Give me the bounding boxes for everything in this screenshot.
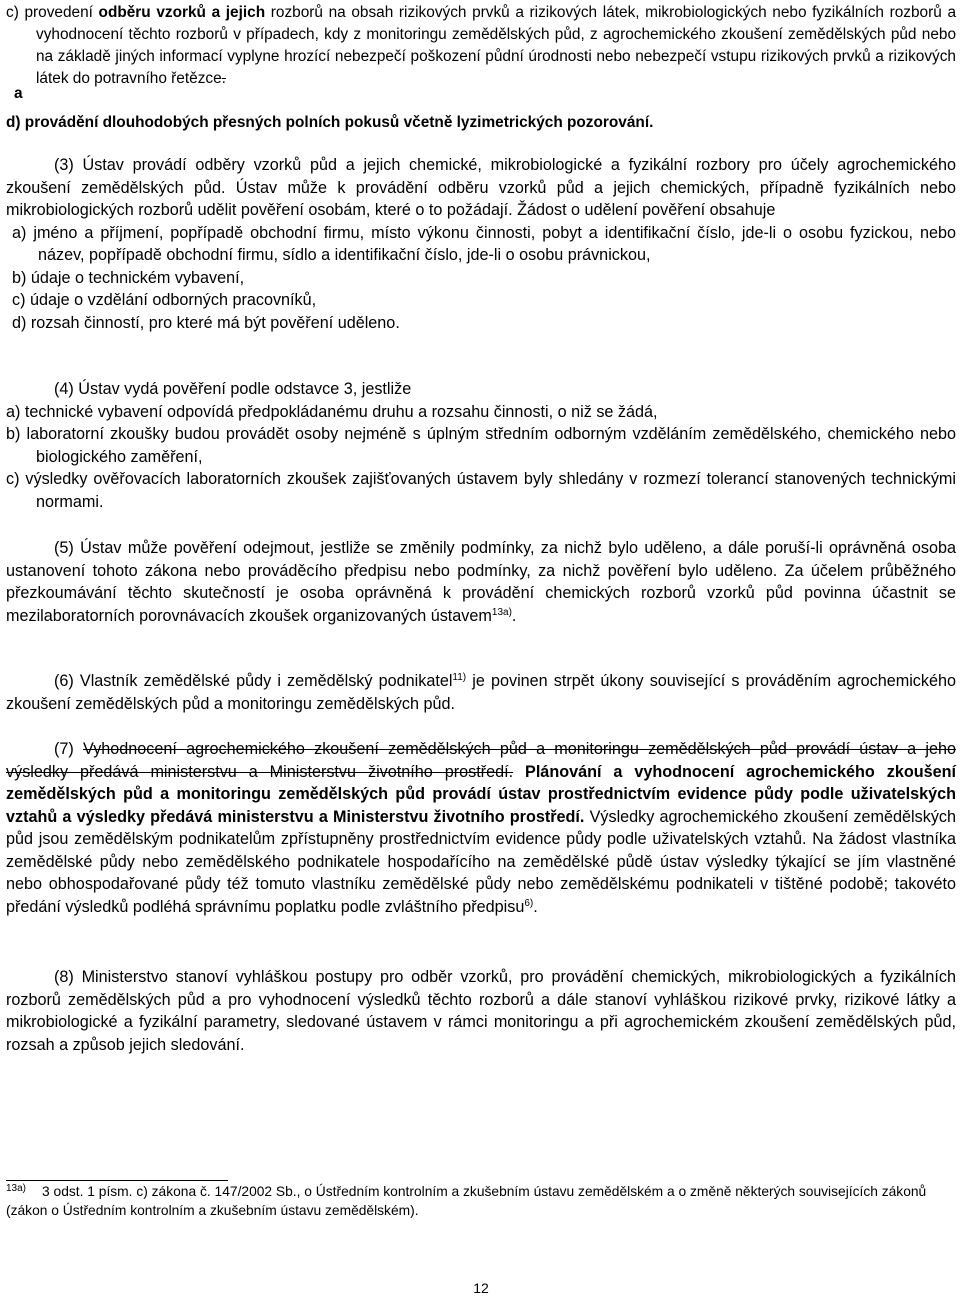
paragraph-4-text: (4) Ústav vydá pověření podle odstavce 3, jestliže (54, 380, 412, 398)
item-c-bold: odběru vzorků a jejich (98, 4, 266, 21)
paragraph-7-text: Výsledky agrochemického zkoušení zemědělských půd jsou zemědělským podnikatelům zpřístupněny prostřednictvím evidence půdy podle uživatelských vztahů. Na žádost vlastníka zemědělské půdy nebo zemědělského podnikatele hospodařícího na zemědělské půdě ústav výsledky týkající se jím vlastněné nebo obhospodařované půdy též tomuto vlastníku zemědělské půdy nebo zemědělskému podnikateli v tištěné podobě; takovéto předání výsledků podléhá správnímu poplatku podle zvláštního předpisu (6, 807, 957, 916)
paragraph-3-item-a: a) jméno a příjmení, popřípadě obchodní firmu, místo výkonu činnosti, pobyt a identifikační číslo, jde-li o osobu fyzickou, nebo název, popřípadě obchodní firmu, sídlo a identifikační číslo, jde-li o osobu právnickou, (12, 223, 956, 264)
paragraph-7-deleted: Vyhodnocení agrochemického zkoušení zemědělských půd a monitoringu zemědělských půd provádí ústav a jeho výsledky předává ministerstvu a Ministerstvu životního prostředí. (6, 740, 957, 781)
item-c-prefix: c) provedení (6, 4, 99, 21)
paragraph-4-item-a: a) technické vybavení odpovídá předpokládanému druhu a rozsahu činnosti, o niž se žádá, (6, 402, 658, 421)
paragraph-3-item-d: d) rozsah činností, pro které má být pověření uděleno. (12, 313, 400, 332)
item-c-deleted: . (221, 70, 226, 87)
paragraph-7-bold: Plánování a vyhodnocení agrochemického zkoušení zemědělských půd a monitoringu zemědělských půd provádí ústav prostřednictvím evidence půdy podle uživatelských vztahů a výsledky předává ministerstvu a Ministerstvu životního prostředí. (6, 762, 956, 826)
paragraph-6-text-a: (6) Vlastník zemědělské půdy i zemědělský podnikatel (54, 672, 453, 690)
paragraph-4 (6, 378, 956, 513)
paragraph-3 (6, 154, 956, 334)
paragraph-7: (7) Vyhodnocení agrochemického zkoušení zemědělských půd a monitoringu zemědělských půd provádí ústav a jeho výsledky předává ministerstvu a Ministerstvu životního prostředí. Plánování a vyhodnocení agrochemického zkoušení zemědělských půd a monitoringu zemědělských půd provádí ústav prostřednictvím evidence půdy podle uživatelských vztahů a výsledky předává ministerstvu a Ministerstvu životního prostředí. Výsledky agrochemického zkoušení zemědělských půd jsou zemědělským podnikatelům zpřístupněny prostřednictvím evidence půdy podle uživatelských vztahů. Na žádost vlastníka zemědělské půdy nebo zemědělského podnikatele hospodařícího na zemědělské půdě ústav výsledky týkající se jím vlastněné nebo obhospodařované půdy též tomuto vlastníku zemědělské půdy nebo zemědělskému podnikateli v tištěné podobě; takovéto předání výsledků podléhá správnímu poplatku podle zvláštního předpisu$^{6)}$. (6, 740, 957, 916)
paragraph-3-item-c: c) údaje o vzdělání odborných pracovníků, (12, 291, 317, 309)
paragraph-6-footnote-ref: 11) (452, 672, 467, 683)
paragraph-8 (6, 966, 956, 1056)
paragraph-7-num: (7) (54, 740, 83, 758)
page-number: 12 (473, 1280, 489, 1296)
paragraph-5-text: (5) Ústav může pověření odejmout, jestliže se změnily podmínky, za nichž bylo uděleno, a dále poruší-li oprávněná osoba ustanovení tohoto zákona nebo prováděcího předpisu nebo podmínky, za nichž pověření bylo uděleno. Za účelem průběžného přezkoumávání těchto skutečností je osoba oprávněná k provádění chemických rozborů vzorků půd povinna účastnit se mezilaboratorních porovnávacích zkoušek organizovaných ústavem (6, 539, 956, 625)
footnote (6, 1180, 956, 1220)
paragraph-4-item-b: b) laboratorní zkoušky budou provádět osoby nejméně s úplným středním odborným vzděláním zemědělského, chemického nebo biologického zaměření, (6, 425, 956, 466)
paragraph-5-footnote-ref: 13a) (491, 606, 512, 618)
paragraph-8-text: (8) Ministerstvo stanoví vyhláškou postupy pro odběr vzorků, pro provádění chemických, mikrobiologických a fyzikálních rozborů zemědělských půd a pro vyhodnocení výsledků těchto rozborů a dále stanoví vyhláškou rizikové prvky, rizikové látky a mikrobiologické a fyzikální parametry, sledované ústavem v rámci monitoringu a při agrochemickém zkoušení zemědělských půd, rozsah a způsob jejich sledování. (6, 968, 956, 1054)
footnote-text: 3 odst. 1 písm. c) zákona č. 147/2002 Sb., o Ústředním kontrolním a zkušebním ústavu zemědělském a o změně některých souvisejících zákonů (zákon o Ústředním kontrolním a zkušebním ústavu zemědělském). (6, 1184, 927, 1218)
footnote-mark: 13a) (6, 1183, 27, 1194)
paragraph-6-text-b: je povinen strpět úkony související s prováděním agrochemického zkoušení zemědělských půd a monitoringu zemědělských půd. (6, 672, 956, 713)
item-c-paragraph (6, 2, 956, 101)
paragraph-5: (5) Ústav může pověření odejmout, jestliže se změnily podmínky, za nichž bylo uděleno, a dále poruší-li oprávněná osoba ustanovení tohoto zákona nebo prováděcího předpisu nebo podmínky, za nichž pověření bylo uděleno. Za účelem průběžného přezkoumávání těchto skutečností je osoba oprávněná k provádění chemických rozborů vzorků půd povinna účastnit se mezilaboratorních porovnávacích zkoušek organizovaných ústavem$^{13a)}$. (6, 539, 956, 625)
paragraph-3-text: (3) Ústav provádí odběry vzorků půd a jejich chemické, mikrobiologické a fyzikální rozbory pro účely agrochemického zkoušení zemědělských půd. Ústav může k provádění odběru vzorků půd a jejich chemických, případně fyzikálních nebo mikrobiologických rozborů udělit pověření osobám, které o to požádají. Žádost o udělení pověření obsahuje (6, 156, 956, 219)
paragraph-6 (6, 670, 956, 715)
paragraph-7-footnote-ref: 6) (524, 897, 534, 909)
item-c-inserted: a (14, 85, 23, 102)
item-c-text: rozborů na obsah rizikových prvků a rizikových látek, mikrobiologických nebo fyzikálních rozborů a vyhodnocení těchto rozborů v případech, kdy z monitoringu zemědělských půd, z agrochemického zkoušení zemědělských půd nebo na základě jiných informací vyplyne hrozící nebezpečí poškození půdní úrodnosti nebo nebezpečí vstupu rizikových prvků a rizikových látek do potravního řetězce (36, 4, 956, 87)
item-d-paragraph: d) provádění dlouhodobých přesných polních pokusů včetně lyzimetrických pozorování. (6, 114, 654, 131)
paragraph-4-item-c: c) výsledky ověřovacích laboratorních zkoušek zajišťovaných ústavem byly shledány v rozmezí tolerancí stanovených technickými normami. (6, 470, 956, 511)
paragraph-3-item-b: b) údaje o technickém vybavení, (12, 268, 245, 287)
